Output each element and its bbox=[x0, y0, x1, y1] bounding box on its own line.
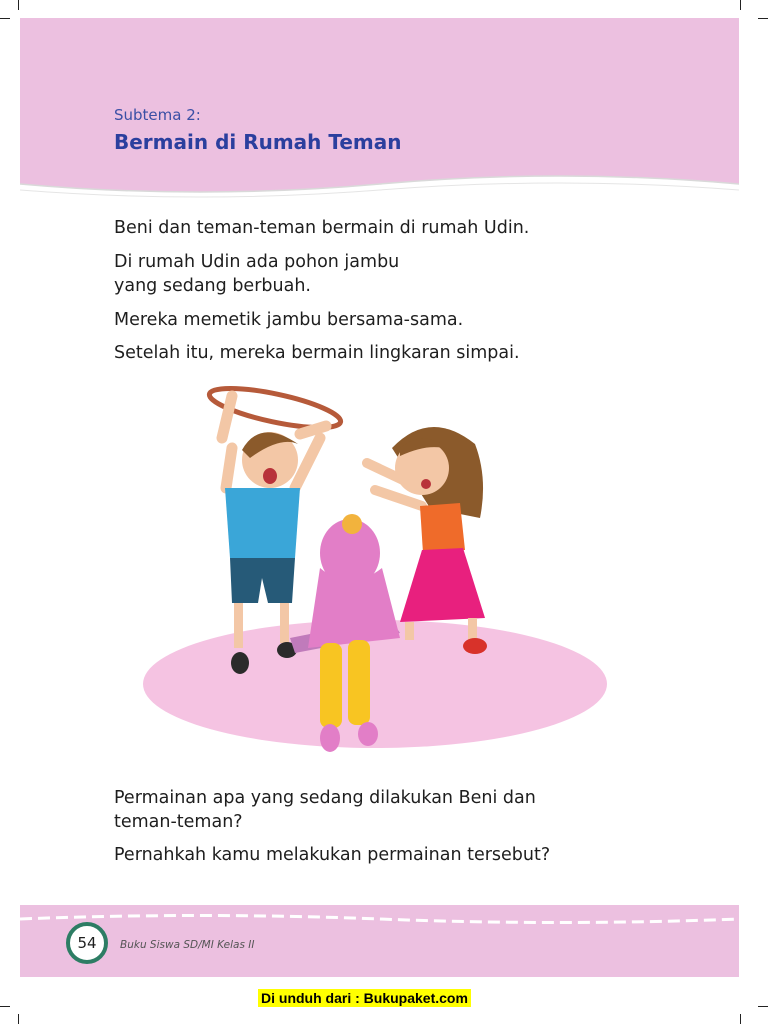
crop-mark bbox=[740, 1014, 741, 1024]
footer-dashed-line bbox=[20, 912, 739, 926]
question-line: Permainan apa yang sedang dilakukan Beni dan bbox=[114, 788, 536, 808]
header-wave bbox=[20, 170, 739, 210]
download-source-note: Di unduh dari : Bukupaket.com bbox=[258, 989, 471, 1007]
crop-mark bbox=[18, 1014, 19, 1024]
children-playing-illustration bbox=[130, 378, 620, 768]
crop-mark bbox=[18, 0, 19, 10]
story-line: Mereka memetik jambu bersama-sama. bbox=[114, 310, 464, 330]
crop-mark bbox=[758, 18, 768, 19]
book-title: Buku Siswa SD/MI Kelas II bbox=[120, 939, 255, 951]
crop-mark bbox=[0, 1006, 10, 1007]
story-line: Di rumah Udin ada pohon jambu bbox=[114, 252, 400, 272]
subtheme-label: Subtema 2: bbox=[114, 106, 201, 124]
story-line: Beni dan teman-teman bermain di rumah Udin. bbox=[114, 218, 530, 238]
page-title: Bermain di Rumah Teman bbox=[114, 130, 402, 154]
story-line: Setelah itu, mereka bermain lingkaran simpai. bbox=[114, 343, 520, 363]
crop-mark bbox=[758, 1006, 768, 1007]
page-number bbox=[66, 922, 108, 964]
question-line: teman-teman? bbox=[114, 812, 243, 832]
crop-mark bbox=[0, 18, 10, 19]
crop-mark bbox=[740, 0, 741, 10]
question-line: Pernahkah kamu melakukan permainan tersebut? bbox=[114, 845, 551, 865]
page-number-text: 54 bbox=[77, 934, 97, 952]
story-line: yang sedang berbuah. bbox=[114, 276, 311, 296]
